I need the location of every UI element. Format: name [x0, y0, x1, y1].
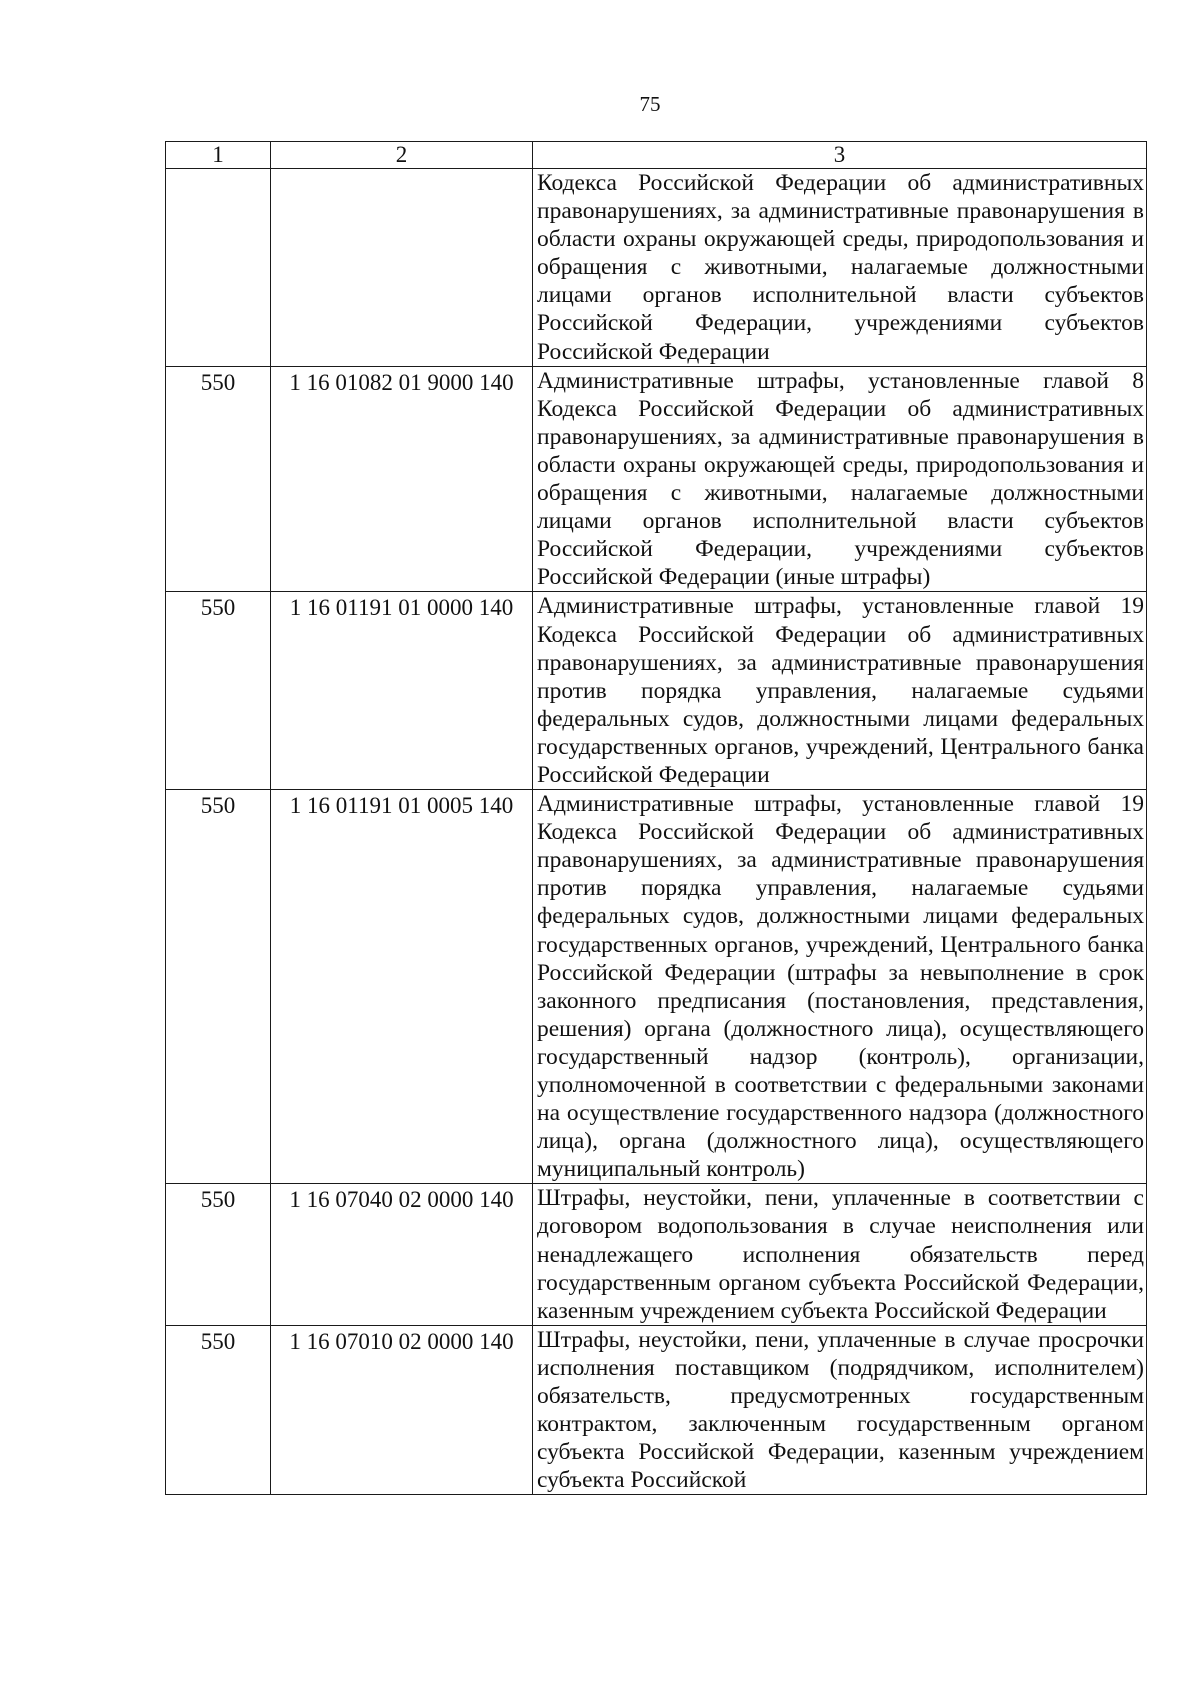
page-number: 75	[639, 92, 661, 116]
admin-code-cell: 550	[166, 790, 271, 1184]
description-cell: Штрафы, неустойки, пени, уплаченные в соответствии с договором водопользования в случае неисполнения или ненадлежащего исполнения обязательств перед государственным органом субъекта Российской Федерации, казенным учреждением субъекта Российской Федерации	[533, 1184, 1147, 1325]
admin-code-cell: 550	[166, 1325, 271, 1495]
column-header-1: 1	[166, 142, 271, 169]
admin-code-cell: 550	[166, 1184, 271, 1325]
admin-code-cell	[166, 169, 271, 367]
budget-code-cell: 1 16 01191 01 0000 140	[271, 592, 533, 790]
table-row	[166, 366, 1147, 592]
column-header-3: 3	[533, 142, 1147, 169]
budget-code-cell	[271, 169, 533, 367]
description-cell: Кодекса Российской Федерации об административных правонарушениях, за административные правонарушения в области охраны окружающей среды, природопользования и обращения с животными, налагаемые должностными лицами органов исполнительной власти субъектов Российской Федерации, учреждениями субъектов Российской Федерации	[533, 169, 1147, 367]
table-row	[166, 790, 1147, 1184]
table-row	[166, 169, 1147, 367]
description-cell: Административные штрафы, установленные главой 19 Кодекса Российской Федерации об административных правонарушениях, за административные правонарушения против порядка управления, налагаемые судьями федеральных судов, должностными лицами федеральных государственных органов, учреждений, Центрального банка Российской Федерации	[533, 592, 1147, 790]
table-row	[166, 1184, 1147, 1325]
admin-code-cell: 550	[166, 366, 271, 592]
description-cell: Административные штрафы, установленные главой 8 Кодекса Российской Федерации об административных правонарушениях, за административные правонарушения в области охраны окружающей среды, природопользования и обращения с животными, налагаемые должностными лицами органов исполнительной власти субъектов Российской Федерации, учреждениями субъектов Российской Федерации (иные штрафы)	[533, 366, 1147, 592]
description-cell: Штрафы, неустойки, пени, уплаченные в случае просрочки исполнения поставщиком (подрядчиком, исполнителем) обязательств, предусмотренных государственным контрактом, заключенным государственным органом субъекта Российской Федерации, казенным учреждением субъекта Российской	[533, 1325, 1147, 1495]
budget-code-cell: 1 16 07010 02 0000 140	[271, 1325, 533, 1495]
column-header-2: 2	[271, 142, 533, 169]
table-header-row	[166, 142, 1147, 169]
admin-code-cell: 550	[166, 592, 271, 790]
budget-code-cell: 1 16 01082 01 9000 140	[271, 366, 533, 592]
budget-code-cell: 1 16 01191 01 0005 140	[271, 790, 533, 1184]
table-row	[166, 1325, 1147, 1495]
budget-codes-table	[165, 141, 1147, 1495]
budget-code-cell: 1 16 07040 02 0000 140	[271, 1184, 533, 1325]
table-row	[166, 592, 1147, 790]
description-cell: Административные штрафы, установленные главой 19 Кодекса Российской Федерации об административных правонарушениях, за административные правонарушения против порядка управления, налагаемые судьями федеральных судов, должностными лицами федеральных государственных органов, учреждений, Центрального банка Российской Федерации (штрафы за невыполнение в срок законного предписания (постановления, представления, решения) органа (должностного лица), осуществляющего государственный надзор (контроль), организации, уполномоченной в соответствии с федеральными законами на осуществление государственного надзора (должностного лица), органа (должностного лица), осуществляющего муниципальный контроль)	[533, 790, 1147, 1184]
